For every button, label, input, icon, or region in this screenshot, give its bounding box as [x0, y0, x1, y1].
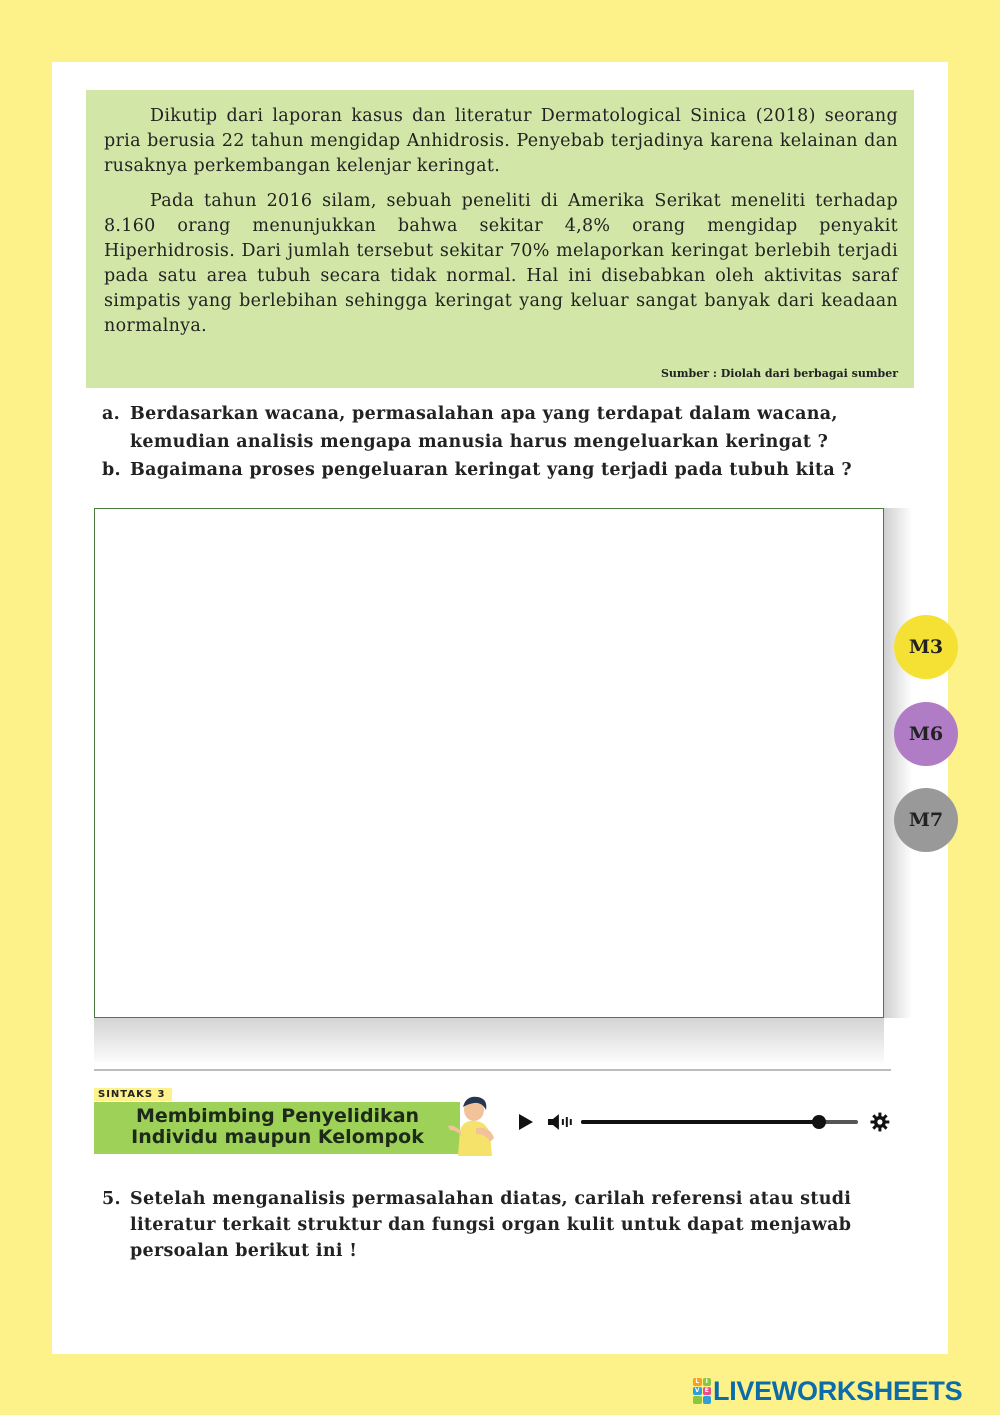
audio-player	[516, 1108, 890, 1136]
answer-box-shadow	[94, 1018, 884, 1062]
sintaks-banner	[94, 1102, 460, 1154]
question-text: Setelah menganalisis permasalahan diatas, carilah referensi atau studi literatur terkait struktur dan fungsi organ kulit untuk dapat menjawab persoalan berikut ini !	[130, 1189, 852, 1261]
question-letter: a.	[102, 404, 121, 424]
badge-m3[interactable]	[894, 615, 958, 679]
gear-icon[interactable]	[870, 1112, 890, 1132]
person-pointing-icon	[446, 1090, 498, 1156]
volume-icon[interactable]	[547, 1112, 573, 1132]
badge-label: M3	[908, 636, 944, 658]
audio-progress-track[interactable]	[581, 1120, 858, 1124]
section-divider	[94, 1069, 891, 1071]
reading-passage	[86, 90, 914, 388]
liveworksheets-brand[interactable]	[693, 1374, 962, 1408]
badge-label: M6	[908, 723, 944, 745]
answer-textarea[interactable]	[94, 508, 884, 1018]
question-number: 5.	[102, 1189, 121, 1209]
answer-box-shadow	[884, 508, 912, 1018]
question-text: Berdasarkan wacana, permasalahan apa yang terdapat dalam wacana, kemudian analisis mengapa manusia harus mengeluarkan keringat ?	[130, 404, 838, 452]
brand-name: LIVEWORKSHEETS	[713, 1375, 963, 1406]
audio-progress-fill	[581, 1120, 820, 1124]
sintaks-label: SINTAKS 3	[94, 1088, 172, 1101]
question-item	[102, 400, 902, 456]
badge-label: M7	[908, 809, 944, 831]
play-icon[interactable]	[519, 1114, 533, 1130]
worksheet-page	[52, 62, 948, 1354]
answer-box-container	[94, 508, 884, 1018]
liveworksheets-logo-icon: L I V E	[693, 1378, 711, 1404]
question-item	[102, 456, 902, 484]
passage-paragraph-2: Pada tahun 2016 silam, sebuah peneliti di Amerika Serikat meneliti terhadap 8.160 orang menunjukkan bahwa sekitar 4,8% orang mengidap penyakit Hiperhidrosis. Dari jumlah tersebut sekitar 70% melaporkan keringat berlebih terjadi pada satu area tubuh secara tidak normal. Hal ini disebabkan oleh aktivitas saraf simpatis yang berlebihan sehingga keringat yang keluar sangat banyak dari keadaan normalnya.	[104, 191, 898, 336]
question-letter: b.	[102, 460, 121, 480]
passage-source: Sumber : Diolah dari berbagai sumber	[660, 367, 898, 380]
badge-m6[interactable]	[894, 702, 958, 766]
question-list	[102, 400, 902, 484]
question-5	[102, 1186, 892, 1264]
question-text: Bagaimana proses pengeluaran keringat yang terjadi pada tubuh kita ?	[130, 460, 852, 480]
passage-paragraph-1: Dikutip dari laporan kasus dan literatur Dermatological Sinica (2018) seorang pria berusia 22 tahun mengidap Anhidrosis. Penyebab terjadinya karena kelainan dan rusaknya perkembangan kelenjar keringat.	[104, 106, 898, 176]
sintaks-title: Membimbing Penyelidikan Individu maupun Kelompok	[131, 1105, 424, 1148]
audio-progress-knob[interactable]	[812, 1115, 826, 1129]
badge-m7[interactable]	[894, 788, 958, 852]
